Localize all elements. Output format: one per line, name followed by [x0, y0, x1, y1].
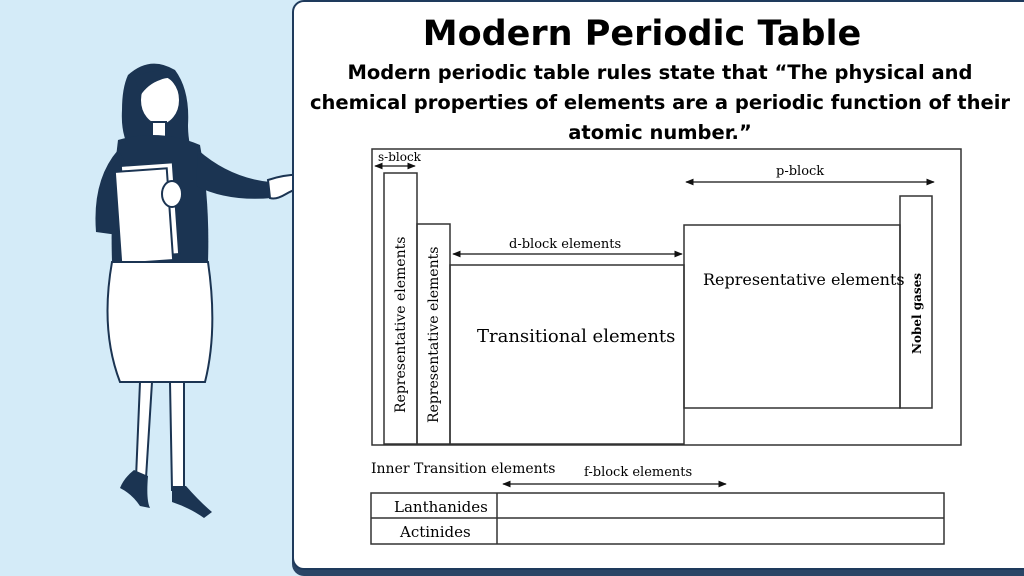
d-block-label: d-block elements [509, 237, 622, 252]
representative-right-label: Representative elements [703, 270, 905, 289]
description: Modern periodic table rules state that “The physical and chemical properties of elements are a periodic function of their atomic number.” [309, 61, 1011, 144]
s-block-label: s-block [378, 150, 421, 164]
p-block-label: p-block [776, 164, 825, 179]
lanthanides-label: Lanthanides [394, 498, 488, 516]
d-block-box [450, 265, 684, 444]
representative-col2-label: Representative elements [426, 246, 442, 423]
noble-gases-label: Nobel gases [910, 272, 924, 354]
f-block-label: f-block elements [584, 465, 693, 480]
p-block-box [684, 225, 900, 408]
page-title: Modern Periodic Table [422, 14, 862, 54]
representative-col1-label: Representative elements [393, 236, 409, 413]
transitional-label: Transitional elements [477, 326, 676, 347]
main-table-frame [372, 149, 961, 445]
inner-transition-label: Inner Transition elements [371, 461, 556, 477]
actinides-label: Actinides [400, 523, 471, 541]
